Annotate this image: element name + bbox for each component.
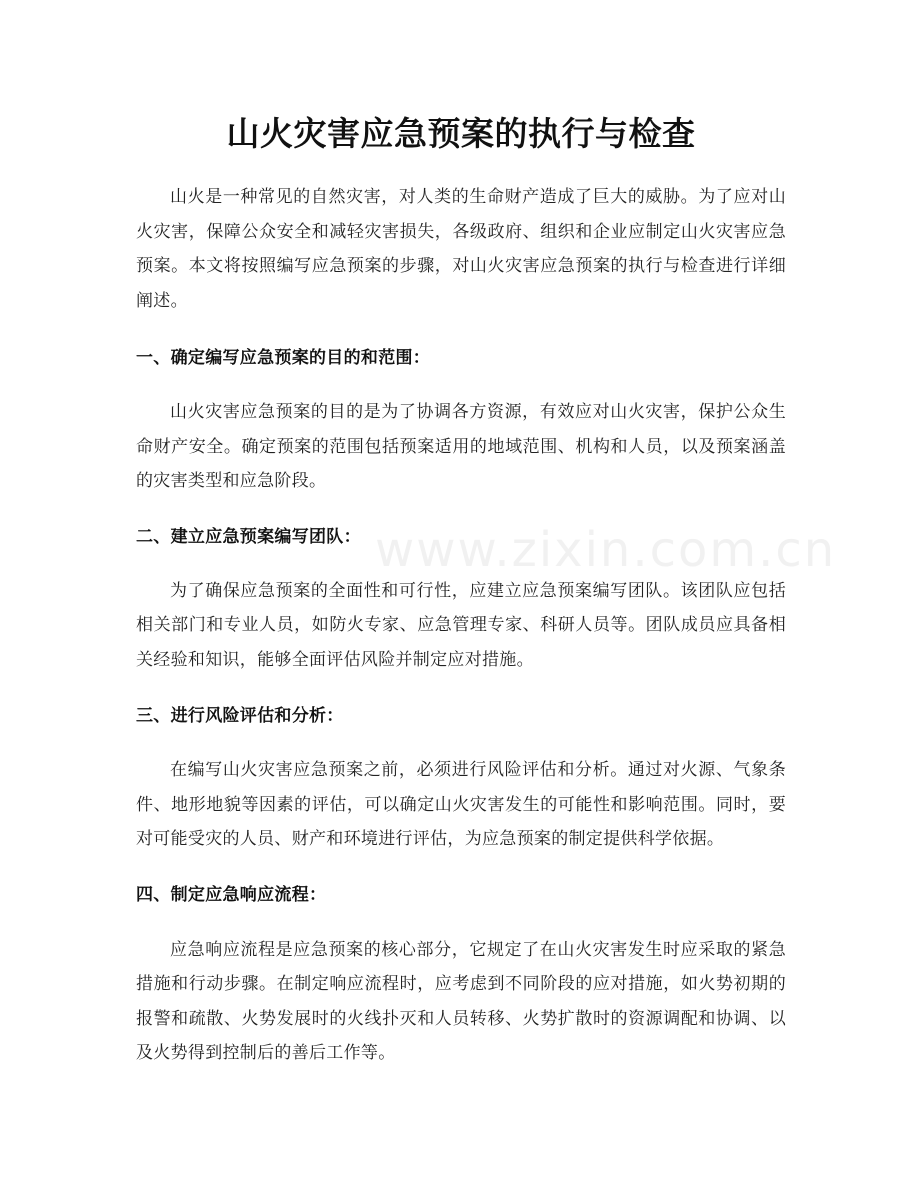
section-body-3: 在编写山火灾害应急预案之前，必须进行风险评估和分析。通过对火源、气象条件、地形地貌等因素的评估，可以确定山火灾害发生的可能性和影响范围。同时，要对可能受灾的人员、财产和环境进行评估，为应急预案的制定提供科学依据。 [136,760,786,849]
document-title: 山火灾害应急预案的执行与检查 [226,114,696,153]
section-heading-3: 三、进行风险评估和分析： [136,706,344,726]
section-heading-2: 二、建立应急预案编写团队： [136,526,361,547]
section-body-4: 应急响应流程是应急预案的核心部分，它规定了在山火灾害发生时应采取的紧急措施和行动步骤。在制定响应流程时，应考虑到不同阶段的应对措施，如火势初期的报警和疏散、火势发展时的火线扑灭和人员转移、火势扩散时的资源调配和协调、以及火势得到控制后的善后工作等。 [136,939,786,1063]
document-page [136,0,786,1071]
section-body-2: 为了确保应急预案的全面性和可行性，应建立应急预案编写团队。该团队应包括相关部门和专业人员，如防火专家、应急管理专家、科研人员等。团队成员应具备相关经验和知识，能够全面评估风险并制定应对措施。 [136,580,786,670]
section-heading-1: 一、确定编写应急预案的目的和范围： [136,348,431,368]
intro-paragraph: 山火是一种常见的自然灾害，对人类的生命财产造成了巨大的威胁。为了应对山火灾害，保障公众安全和减轻灾害损失，各级政府、组织和企业应制定山火灾害应急预案。本文将按照编写应急预案的步骤，对山火灾害应急预案的执行与检查进行详细阐述。 [136,187,786,311]
section-heading-4: 四、制定应急响应流程： [136,884,327,905]
watermark: www.zixin.com.cn [375,522,837,578]
section-body-1: 山火灾害应急预案的目的是为了协调各方资源，有效应对山火灾害，保护公众生命财产安全。确定预案的范围包括预案适用的地域范围、机构和人员，以及预案涵盖的灾害类型和应急阶段。 [136,402,786,491]
